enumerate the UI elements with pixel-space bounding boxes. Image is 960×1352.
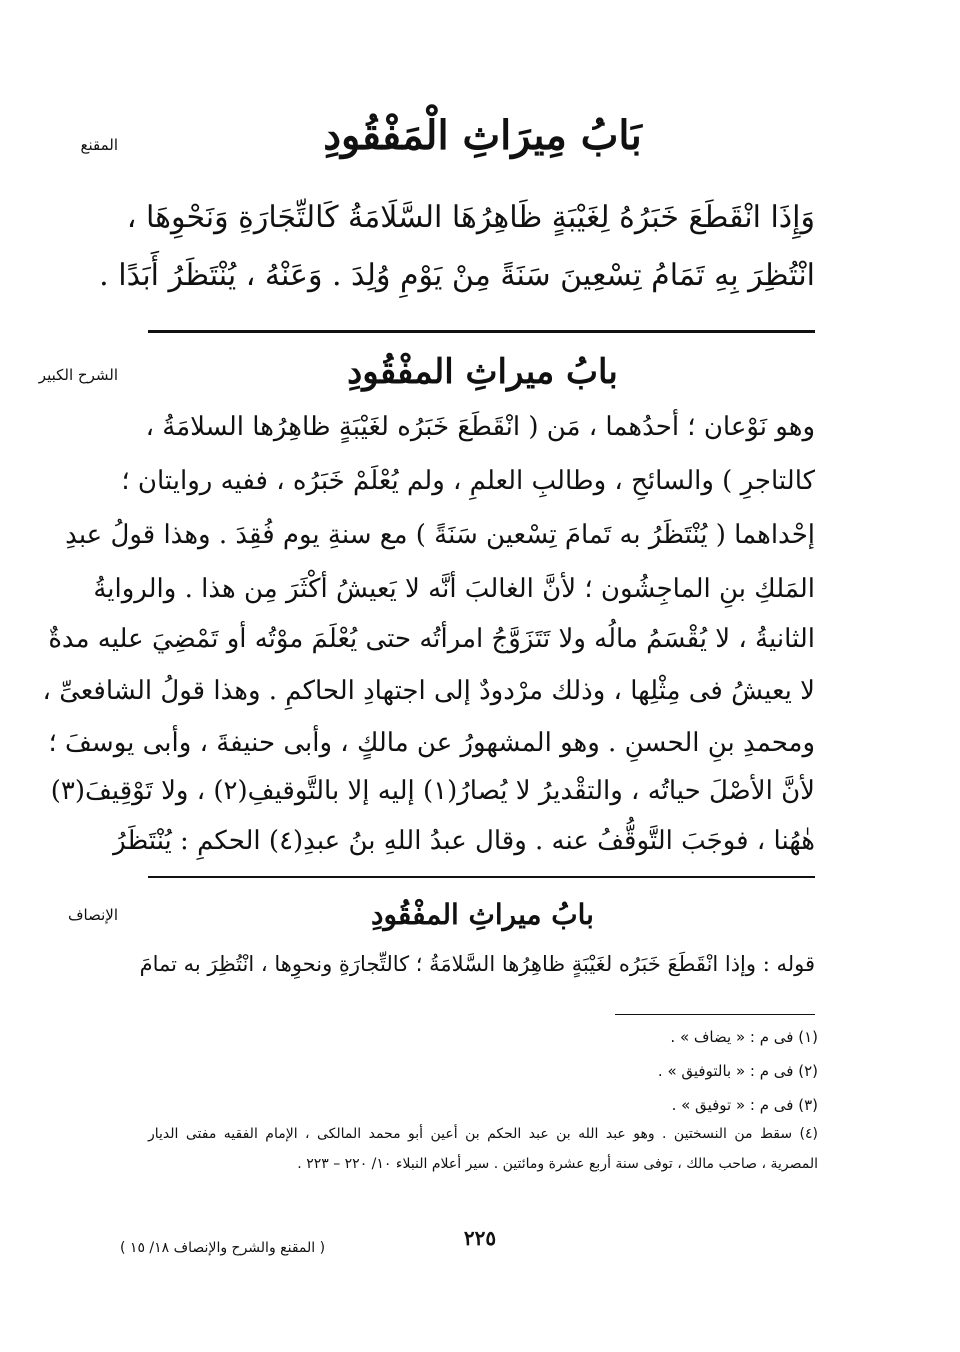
section-divider-2 <box>148 876 815 878</box>
footnote-2: (٢) فى م : « بالتوفيق » . <box>657 1062 818 1080</box>
insaf-title: بابُ ميراثِ المفْقُودِ <box>371 898 594 931</box>
page-number: ٢٢٥ <box>463 1226 497 1250</box>
sharh-line-8: لأنَّ الأصْلَ حياتُه ، والتقْديرُ لا يُصارُ(١) إليه إلا بالتَّوقيفِ(٢) ، ولا تَوْقِيفَ(٣) <box>50 776 815 806</box>
sharh-line-5: الثانيةُ ، لا يُقْسَمُ مالُه ولا تَتَزَوَّجُ امرأتُه حتى يُعْلَمَ موْتُه أو تَمْضِيَ عليه مدةٌ <box>48 624 815 654</box>
footnote-3: (٣) فى م : « توفيق » . <box>671 1096 818 1114</box>
volume-reference: ( المقنع والشرح والإنصاف ١٨/ ١٥ ) <box>120 1240 326 1256</box>
sharh-line-2: كالتاجرِ ) والسائحِ ، وطالبِ العلمِ ، ولم يُعْلَمْ خَبَرُه ، ففيه روايتان ؛ <box>121 466 815 496</box>
side-label-insaf: الإنصاف <box>67 906 118 924</box>
sharh-title: بابُ ميراثِ المفْقُودِ <box>347 352 618 392</box>
footnote-1: (١) فى م : « يضاف » . <box>670 1028 818 1046</box>
muqni-line-1: وَإِذَا انْقَطَعَ خَبَرُهُ لِغَيْبَةٍ ظَاهِرُهَا السَّلَامَةُ كَالتِّجَارَةِ وَنَحْوِهَا ، <box>126 200 815 235</box>
muqni-title: بَابُ مِيرَاثِ الْمَفْقُودِ <box>323 112 642 159</box>
insaf-line-1: قوله : وإذا انْقَطَعَ خَبَرُه لغَيْبَةٍ ظاهِرُها السَّلامَةُ ؛ كالتِّجارَةِ ونحوِها ، انْتُظِرَ به تمامَ <box>139 952 815 976</box>
section-divider-1 <box>148 330 815 333</box>
muqni-line-2: انْتُظِرَ بِهِ تَمَامُ تِسْعِينَ سَنَةً مِنْ يَوْمِ وُلِدَ . وَعَنْهُ ، يُنْتَظَرُ أَبَدًا . <box>99 258 815 293</box>
side-label-muqni: المقنع <box>80 136 118 154</box>
sharh-line-9: هٰهُنا ، فوجَبَ التَّوقُّفُ عنه . وقال عبدُ اللهِ بنُ عبدِ(٤) الحكمِ : يُنْتَظَرُ <box>113 826 815 856</box>
footnote-divider <box>615 1014 815 1015</box>
sharh-line-7: ومحمدِ بنِ الحسنِ . وهو المشهورُ عن مالكٍ ، وأبى حنيفةَ ، وأبى يوسفَ ؛ <box>48 728 815 758</box>
side-label-sharh: الشرح الكبير <box>38 366 118 384</box>
sharh-line-4: المَلكِ بنِ الماجِشُون ؛ لأنَّ الغالبَ أنَّه لا يَعيشُ أكْثَرَ مِن هذا . والروايةُ <box>93 574 815 604</box>
footnote-4-cont: المصرية ، صاحب مالك ، توفى سنة أربع عشرة ومائتين . سير أعلام النبلاء ١٠/ ٢٢٠ – ٢٢٣ . <box>297 1156 818 1172</box>
footnote-4: (٤) سقط من النسختين . وهو عبد الله بن عبد الحكم بن أعين أبو محمد المالكى ، الإمام الفقيه مفتى الديار <box>148 1126 818 1142</box>
sharh-line-6: لا يعيشُ فى مِثْلِها ، وذلك مرْدودٌ إلى اجتهادِ الحاكمِ . وهذا قولُ الشافعىِّ ، <box>42 676 815 706</box>
sharh-line-3: إحْداهما ( يُنْتَظَرُ به تَمامَ تِسْعين سَنَةً ) مع سنةِ يوم فُقِدَ . وهذا قولُ عبدِ <box>65 520 815 550</box>
sharh-line-1: وهو نَوْعان ؛ أحدُهما ، مَن ( انْقَطَعَ خَبَرُه لغَيْبَةٍ ظاهِرُها السلامَةُ ، <box>145 412 815 442</box>
